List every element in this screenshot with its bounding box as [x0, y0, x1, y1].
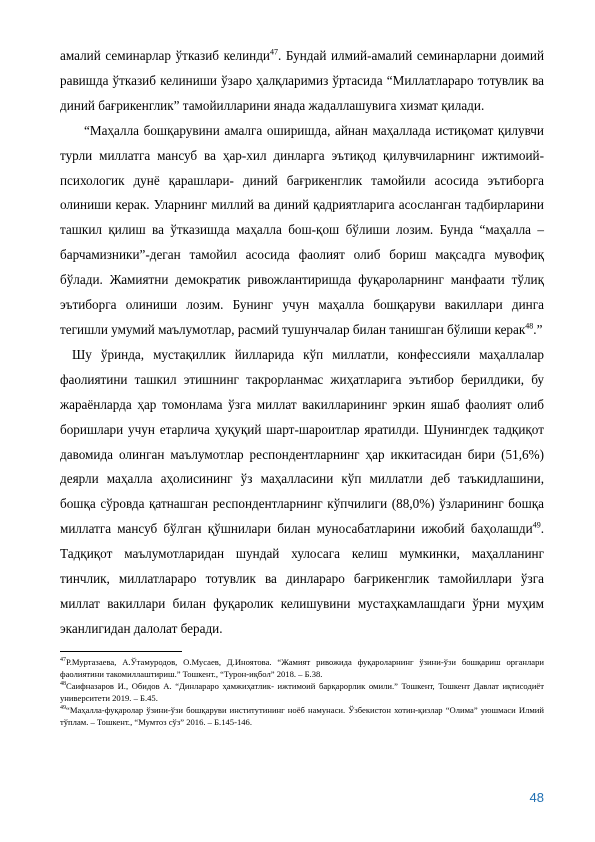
paragraph-text: . Бундай илмий-амалий семинарларни доимий равишда ўтказиб келиниши ўзаро ҳалқларимиз ўртасида “Миллатлараро тотувлик ва диний бағрикенглик” тамойилларини янада жадаллашувига хизмат қилади. [60, 48, 544, 113]
document-page [60, 44, 544, 728]
paragraph-text: амалий семинарлар ўтказиб келинди [60, 48, 270, 63]
footnotes [60, 656, 544, 729]
footnote-text: “Маҳалла-фуқаролар ўзини-ўзи бошқаруви институтининг ноёб намунаси. Ўзбекистон хотин-қизлар “Олима” уюшмаси Илмий тўплам. – Тошкент., “Мумтоз сўз” 2016. – Б.145-146. [60, 705, 544, 728]
page-number: 48 [529, 790, 544, 805]
footnote-number: 49 [60, 705, 66, 712]
paragraph-text: “Маҳалла бошқарувини амалга оширишда, айнан маҳаллада истиқомат қилувчи турли миллатга мансуб ва ҳар-хил динларга эътиқод қилувчиларнинг ижтимоий-психологик дунё қарашлари- диний бағрикенглик тамойили асосида эътиборга олиниши керак. Уларнинг миллий ва диний қадриятларига асосланган тадбирларини ташкил қилиш ва ўтказишда маҳалла бош-қош бўлиши лозим. Бунда “маҳалла – барчамизники”-деган тамойил асосида фаолият олиб бориш мақсадга мувофиқ бўлади. Жамиятни демократик ривожлантиришда фуқароларнинг манфаати тўлиқ эътиборга олиниши лозим. Бунинг учун маҳалла бошқаруви вакиллари динга тегишли умумий маълумотлар, расмий тушунчалар билан танишган бўлиши керак [60, 122, 544, 337]
footnote-ref[interactable]: 47 [269, 47, 278, 57]
footnote-number: 48 [60, 681, 66, 688]
paragraph-text: . Тадқиқот маълумотларидан шундай хулосага келиш мумкинки, маҳалланинг тинчлик, миллатлараро тотувлик ва динлараро бағрикенглик тамойиллари ўзга миллат вакиллари билан фуқаролик келишувини мустаҳкамлашдаги ўрни муҳим эканлигидан далолат беради. [60, 521, 544, 636]
body-text [60, 44, 544, 642]
footnote-divider [60, 651, 182, 652]
footnote-ref[interactable]: 49 [532, 520, 541, 530]
paragraph-text: Шу ўринда, мустақиллик йилларида кўп миллатли, конфессияли маҳаллалар фаолиятини ташкил этишнинг такрорланмас жиҳатларига эътибор берилдики, бу жараёнларда ҳар томонлама ўзга миллат вакилларининг эркин яшаб фаолият олиб боришлари учун етарлича ҳуқуқий шарт-шароитлар яратилди. Шунингдек тадқиқот давомида олинган маълумотлар респондентларнинг ҳар иккитасидан бири (51,6%) деярли маҳалла аҳолисининг ўз маҳалласини кўп миллатли деб таъкидлашини, бошқа сўровда қатнашган респондентларнинг кўпчилиги (88,0%) ўзларининг бошқа миллатга мансуб бўлган қўшнилари билан муносабатларини ижобий баҳолашди [60, 346, 544, 537]
paragraph-3 [60, 343, 544, 642]
footnote-ref[interactable]: 48 [525, 321, 534, 331]
paragraph-1 [60, 44, 544, 119]
footnote-text: Р.Муртазаева, А.Ўтамуродов, О.Мусаев, Д.Иноятова. “Жамият ривожида фуқароларнинг ўзини-ўзи бошқариш органлари фаолиятини такомиллаштириш.” Тошкент., “Турон-иқбол” 2018. – Б.38. [60, 656, 544, 679]
footnote-text: Саифназаров И., Обидов А. “Динлараро ҳамжиҳатлик- ижтимоий барқарорлик омили.” Тошкент, Тошкент Давлат иқтисодиёт университети 2019. – Б.45. [60, 680, 544, 704]
footnote-number: 47 [60, 656, 66, 663]
paragraph-2 [60, 119, 544, 343]
paragraph-text: .” [533, 321, 543, 337]
footnote-item [60, 704, 544, 728]
footnote-item [60, 656, 544, 680]
footnote-item [60, 680, 544, 704]
